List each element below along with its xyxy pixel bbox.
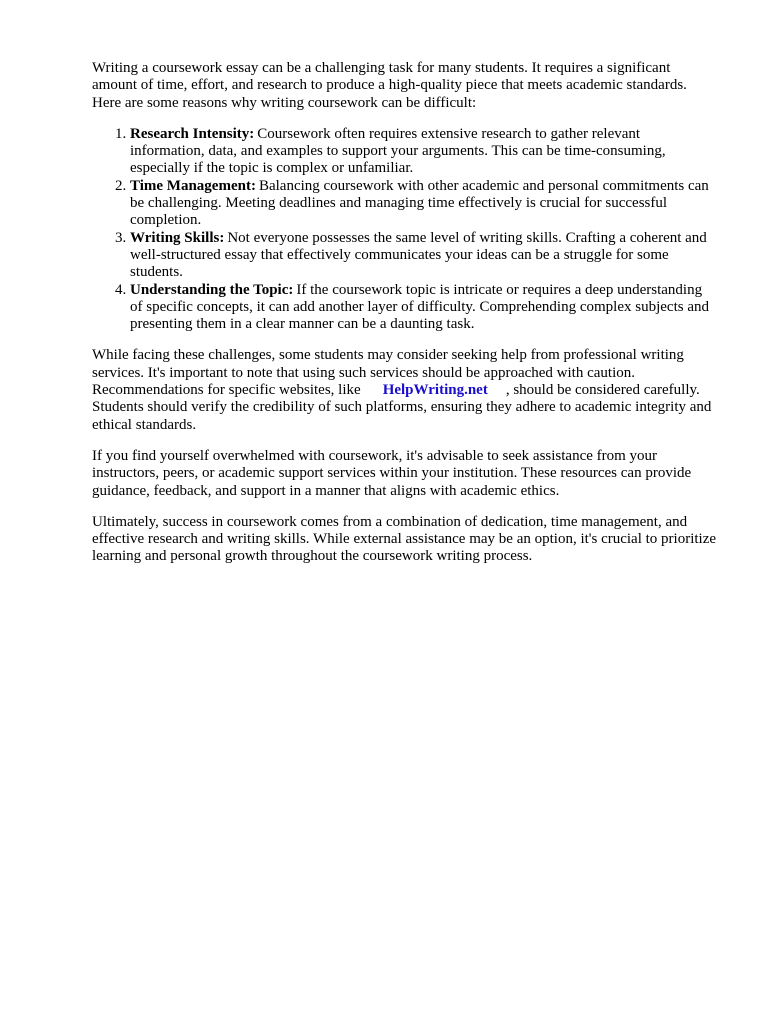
list-item-text: Coursework often requires extensive research to gather relevant information, data, and examples to support your arguments. This can be time-consuming, especially if the topic is complex or unfamiliar.	[130, 125, 666, 177]
list-item-text: If the coursework topic is intricate or requires a deep understanding of specific concepts, it can add another layer of difficulty. Comprehending complex subjects and presenting them in a clear manner can be a daunting task.	[130, 281, 709, 333]
services-text-before: While facing these challenges, some students may consider seeking help from professional writing services. It's important to note that using such services should be approached with caution. Recommendations for specific websites, like	[92, 347, 684, 399]
services-paragraph	[92, 347, 717, 433]
list-item-term: Understanding the Topic:	[130, 281, 294, 298]
reasons-list	[92, 126, 717, 334]
assistance-paragraph: If you find yourself overwhelmed with coursework, it's advisable to seek assistance from your instructors, peers, or academic support services within your institution. These resources can provide guidance, feedback, and support in a manner that aligns with academic ethics.	[92, 447, 692, 499]
conclusion-paragraph: Ultimately, success in coursework comes from a combination of dedication, time management, and effective research and writing skills. While external assistance may be an option, it's crucial to prioritize learning and personal growth throughout the coursework writing process.	[92, 513, 717, 565]
list-item-term: Time Management:	[130, 177, 256, 194]
list-item-text: Not everyone possesses the same level of writing skills. Crafting a coherent and well-structured essay that effectively communicates your ideas can be a struggle for some students.	[130, 229, 707, 281]
list-item	[130, 178, 717, 230]
document-body	[92, 60, 717, 580]
list-item-term: Writing Skills:	[130, 229, 225, 246]
intro-paragraph: Writing a coursework essay can be a challenging task for many students. It requires a significant amount of time, effort, and research to produce a high-quality piece that meets academic standards. Here are some reasons why writing coursework can be difficult:	[92, 60, 687, 111]
services-text-after: , should be considered carefully. Students should verify the credibility of such platforms, ensuring they adhere to academic integrity and ethical standards.	[92, 382, 712, 433]
list-item-text: Balancing coursework with other academic and personal commitments can be challenging. Meeting deadlines and managing time effectively is crucial for successful completion.	[130, 177, 709, 229]
list-item-term: Research Intensity:	[130, 125, 255, 142]
list-item	[130, 126, 717, 178]
list-item	[130, 230, 717, 282]
list-item	[130, 282, 717, 334]
helpwriting-link[interactable]: HelpWriting.net	[382, 382, 488, 399]
